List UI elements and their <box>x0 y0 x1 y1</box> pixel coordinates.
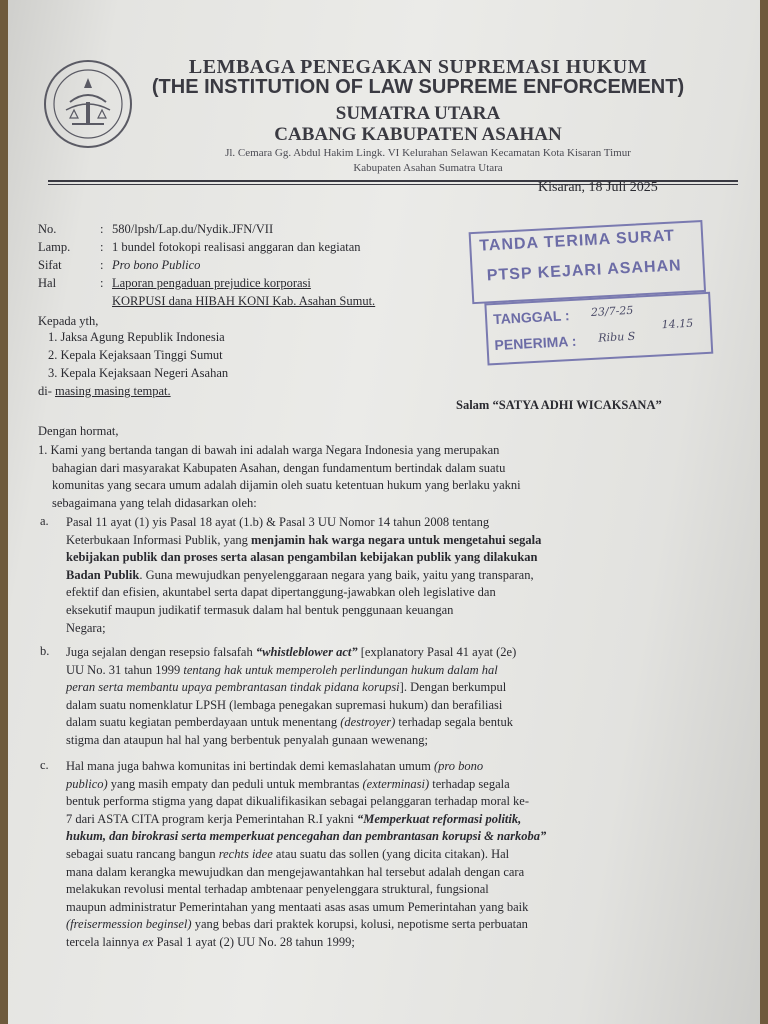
meta-value: Laporan pengaduan prejudice korporasi <box>112 276 311 290</box>
point-a-marker: a. <box>40 514 49 528</box>
recipients-intro: Kepada yth, <box>38 314 99 328</box>
text-run-bold: menjamin hak warga negara untuk mengetahui segala <box>251 532 542 547</box>
text-run-italic: publico) <box>66 776 108 791</box>
letterhead-line-3: SUMATRA UTARA <box>335 103 501 124</box>
point-line: dalam suatu nomenklatur LPSH (lembaga penegakan supremasi hukum) dan berafiliasi <box>66 697 503 712</box>
text-run: yang masih empaty dan peduli untuk membrantas <box>107 776 363 791</box>
recipient-item: 2. Kepala Kejaksaan Tinggi Sumut <box>48 348 223 362</box>
point-line: Pasal 11 ayat (1) yis Pasal 18 ayat (1.b) & Pasal 3 UU Nomor 14 tahun 2008 tentang <box>66 515 490 529</box>
meta-key: Lamp. <box>38 240 71 254</box>
meta-value: Pro bono Publico <box>112 258 201 272</box>
text-run-bold: Badan Publik <box>66 567 140 582</box>
point-line <box>66 714 706 732</box>
text-run: yang bebas dari praktek korupsi, kolusi, nepotisme serta perbuatan <box>191 917 528 932</box>
stamp-tanggal-label: TANGGAL : <box>492 307 570 328</box>
point-line <box>66 846 706 864</box>
point-line <box>66 758 706 776</box>
point-line: kebijakan publik dan proses serta alasan pengambilan kebijakan publik yang dilakukan <box>66 550 538 565</box>
greeting: Dengan hormat, <box>38 424 119 438</box>
letter-date: Kisaran, 18 Juli 2025 <box>538 180 658 195</box>
paragraph-line: bahagian dari masyarakat Kabupaten Asahan, dengan fundamentum bertindak dalam suatu <box>52 460 506 475</box>
point-line: efektif dan efisien, akuntabel serta dapat dipertanggung-jawabkan oleh legislative dan <box>66 585 496 600</box>
text-run: Pasal 1 ayat (2) UU No. 28 tahun 1999; <box>153 934 355 949</box>
point-c-marker: c. <box>40 758 49 772</box>
text-run-bold-italic: “Memperkuat reformasi politik, <box>357 811 522 826</box>
letterhead-address-1: Jl. Cemara Gg. Abdul Hakim Lingk. VI Kelurahan Selawan Kecamatan Kota Kisaran Timur <box>225 147 631 159</box>
place-text: masing masing tempat. <box>55 384 171 398</box>
point-line <box>66 662 706 680</box>
paragraph-line: komunitas yang secara umum adalah dijamin oleh suatu ketentuan hukum yang berlaku yakni <box>52 478 521 493</box>
point-line <box>66 934 706 952</box>
text-run: terhadap segala bentuk <box>395 715 513 730</box>
point-line: eksekutif maupun judikatif termasuk dalam hal bentuk penggunaan keuangan <box>66 602 454 617</box>
paragraph-1 <box>38 442 702 512</box>
text-run: Hal mana juga bahwa komunitas ini bertindak demi kemaslahatan umum <box>66 759 434 773</box>
point-line <box>66 916 706 934</box>
paragraph-line: sebagaimana yang telah didasarkan oleh: <box>52 495 257 510</box>
stamp-line-1: TANDA TERIMA SURAT <box>478 227 676 255</box>
point-line: maupun administratur Pemerintahan yang mentaati asas asas umum Pemerintahan yang baik <box>66 899 529 914</box>
text-run-italic: rechts idee <box>218 846 273 861</box>
point-line <box>66 776 706 794</box>
point-b-marker: b. <box>40 644 50 658</box>
point-line <box>66 644 706 662</box>
text-run-italic: peran serta membantu upaya pembrantasan tindak pidana korupsi <box>66 680 400 695</box>
point-line: stigma dan ataupun hal hal yang berbentuk penyalah gunaan wewenang; <box>66 732 429 747</box>
stamp-time-value: 14.15 <box>661 316 694 332</box>
point-line <box>66 679 706 697</box>
place-prefix: di- <box>38 384 52 398</box>
stamp-penerima-label: PENERIMA : <box>494 332 577 354</box>
stamp-tanggal-value: 23/7-25 <box>590 303 634 319</box>
point-line: melakukan revolusi mental terhadap ambtenaar penyelenggara struktural, fungsional <box>66 882 489 897</box>
recipients-place <box>38 384 171 399</box>
text-run: Keterbukaan Informasi Publik, yang <box>66 532 252 547</box>
text-run-italic: (exterminasi) <box>362 776 430 791</box>
meta-value: 1 bundel fotokopi realisasi anggaran dan kegiatan <box>112 240 361 254</box>
salutation-motto: Salam “SATYA ADHI WICAKSANA” <box>456 398 662 412</box>
point-a <box>66 514 706 637</box>
stamp-penerima-value: Ribu S <box>597 329 636 345</box>
text-run-italic: (freisermession beginsel) <box>66 917 192 932</box>
text-run: terhadap segala <box>429 776 510 791</box>
point-line: hukum, dan birokrasi serta memperkuat pencegahan dan pembrantasan korupsi & narkoba” <box>66 829 547 844</box>
text-run: dalam suatu kegiatan pemberdayaan untuk menentang <box>66 715 341 730</box>
meta-key: Hal <box>38 276 57 290</box>
letterhead-line-2: (THE INSTITUTION OF LAW SUPREME ENFORCEMENT) <box>151 76 685 98</box>
letter-page: LEMBAGA PENEGAKAN SUPREMASI HUKUM (THE INSTITUTION OF LAW SUPREME ENFORCEMENT) SUMATRA UTARA CABANG KABUPATEN ASAHAN Jl. Cemara Gg. Abdul Hakim Lingk. VI Kelurahan Selawan Kecamatan Kota Kisaran Timur Kabupaten Asahan Sumatra Utara Kisaran, 18 Juli 2025 No. : 580/lpsh/Lap.du/Nydik.JFN/VII Lamp. : 1 bundel fotokopi realisasi anggaran dan kegiatan Sifat : Pro bono Publico Hal : Laporan pengaduan prejudice korporasi KORPUSI dana HIBAH KONI Kab. Asahan Sumut. TANDA TERIMA SURAT PTSP KEJARI ASAHAN TANGGAL : PENERIMA : 23/7-25 14.15 Ribu S Kepada yth, 1. Jaksa Agung Republik Indonesia 2. Kepala Kejaksaan Tinggi Sumut 3. Kepala Kejaksaan Negeri Asahan di- masing masing tempat. Salam “SATYA ADHI WICAKSANA” Dengan hormat, 1. Kami yang bertanda tangan di bawah ini adalah warga Negara Indonesia yang merupakan bahagian dari masyarakat Kabupaten Asahan, dengan fundamentum bertindak dalam suatu komunitas yang secara umum adalah dijamin oleh suatu ketentuan hukum yang berlaku yakni sebagaimana yang telah didasarkan oleh: a. Pasal 11 ayat (1) yis Pasal 18 ayat (1.b) & Pasal 3 UU Nomor 14 tahun 2008 tentang Keterbukaan Informasi Publik, yang menjamin hak warga negara untuk mengetahui segala kebijakan publik dan proses serta alasan pengambilan kebijakan publik yang dilakukan Badan Publik. Guna mewujudkan penyelenggaraan negara yang baik, yaitu yang transparan, efektif dan efisien, akuntabel serta dapat dipertanggung-jawabkan oleh legislative dan eksekutif maupun judikatif termasuk dalam hal bentuk penggunaan keuangan Negara; b. Juga sejalan dengan resepsio falsafah “whistleblower act” [explanatory Pasal 41 ayat (2e) UU No. 31 tahun 1999 tentang hak untuk memperoleh perlindungan hukum dalam hal peran serta membantu upaya pembrantasan tindak pidana korupsi]. Dengan berkumpul dalam suatu nomenklatur LPSH (lembaga penegakan supremasi hukum) dan berafiliasi dalam suatu kegiatan pemberdayaan untuk menentang (destroyer) terhadap segala bentuk stigma dan ataupun hal hal yang berbentuk penyalah gunaan wewenang; c. Hal mana juga bahwa komunitas ini bertindak demi kemaslahatan umum (pro bono publico) yang masih empaty dan peduli untuk membrantas (exterminasi) terhadap segala bentuk performa stigma yang dapat dikualifikasikan sebagai pelanggaran terhadap moral ke- 7 dari ASTA CITA program kerja Pemerintahan R.I yakni “Memperkuat reformasi politik, hukum, dan birokrasi serta memperkuat pencegahan dan pembrantasan korupsi & narkoba” sebagai suatu rancang bangun rechts idee atau suatu das sollen (yang dicita citakan). Hal mana dalam kerangka mewujudkan dan mengejawantahkan hal tersebut adalah dengan cara melakukan revolusi mental terhadap ambtenaar penyelenggara struktural, fungsional maupun administratur Pemerintahan yang mentaati asas asas umum Pemerintahan yang baik (freisermession beginsel) yang bebas dari praktek korupsi, kolusi, nepotisme serta perbuatan tercela lainnya ex Pasal 1 ayat (2) UU No. 28 tahun 1999; <box>8 0 760 1024</box>
meta-key: No. <box>38 222 57 236</box>
text-run: 7 dari ASTA CITA program kerja Pemerintahan R.I yakni <box>66 811 357 826</box>
meta-value: 580/lpsh/Lap.du/Nydik.JFN/VII <box>112 222 274 236</box>
recipient-item: 3. Kepala Kejaksaan Negeri Asahan <box>48 366 229 380</box>
text-run-italic: ex <box>142 934 154 949</box>
meta-key: Sifat <box>38 258 62 272</box>
text-run: UU No. 31 tahun 1999 <box>66 662 184 677</box>
point-c <box>66 758 706 952</box>
text-run: atau suatu das sollen (yang dicita citakan). Hal <box>272 846 510 861</box>
text-run: sebagai suatu rancang bangun <box>66 846 219 861</box>
meta-value: KORPUSI dana HIBAH KONI Kab. Asahan Sumut. <box>112 294 376 308</box>
point-line <box>66 532 706 550</box>
letterhead-line-1: LEMBAGA PENEGAKAN SUPREMASI HUKUM <box>188 56 648 78</box>
point-line: mana dalam kerangka mewujudkan dan mengejawantahkan hal tersebut adalah dengan cara <box>66 864 525 879</box>
text-run: tercela lainnya <box>66 934 143 949</box>
text-run-italic: tentang hak untuk memperoleh perlindungan hukum dalam hal <box>183 662 498 677</box>
point-line <box>66 811 706 829</box>
point-b <box>66 644 706 750</box>
recipient-item: 1. Jaksa Agung Republik Indonesia <box>48 330 225 344</box>
point-line: Negara; <box>66 620 106 635</box>
letterhead-address-2: Kabupaten Asahan Sumatra Utara <box>353 162 503 174</box>
text-run: Juga sejalan dengan resepsio falsafah <box>66 645 256 659</box>
paragraph-line: 1. Kami yang bertanda tangan di bawah ini adalah warga Negara Indonesia yang merupakan <box>38 443 500 457</box>
text-run-italic: (destroyer) <box>340 715 396 730</box>
stamp-line-2: PTSP KEJARI ASAHAN <box>486 257 683 285</box>
text-run: . Guna mewujudkan penyelenggaraan negara yang baik, yaitu yang transparan, <box>139 567 534 582</box>
text-run: [explanatory Pasal 41 ayat (2e) <box>357 645 517 659</box>
letterhead-line-4: CABANG KABUPATEN ASAHAN <box>274 124 562 145</box>
text-run-italic: (pro bono <box>433 759 484 773</box>
point-line <box>66 567 706 585</box>
text-run: ]. Dengan berkumpul <box>399 680 507 695</box>
receipt-stamp <box>469 220 712 368</box>
point-line: bentuk performa stigma yang dapat dikualifikasikan sebagai pelanggaran terhadap moral ke- <box>66 794 530 809</box>
institution-seal-icon <box>42 58 134 150</box>
text-run-bold-italic: “whistleblower act” <box>255 645 358 659</box>
